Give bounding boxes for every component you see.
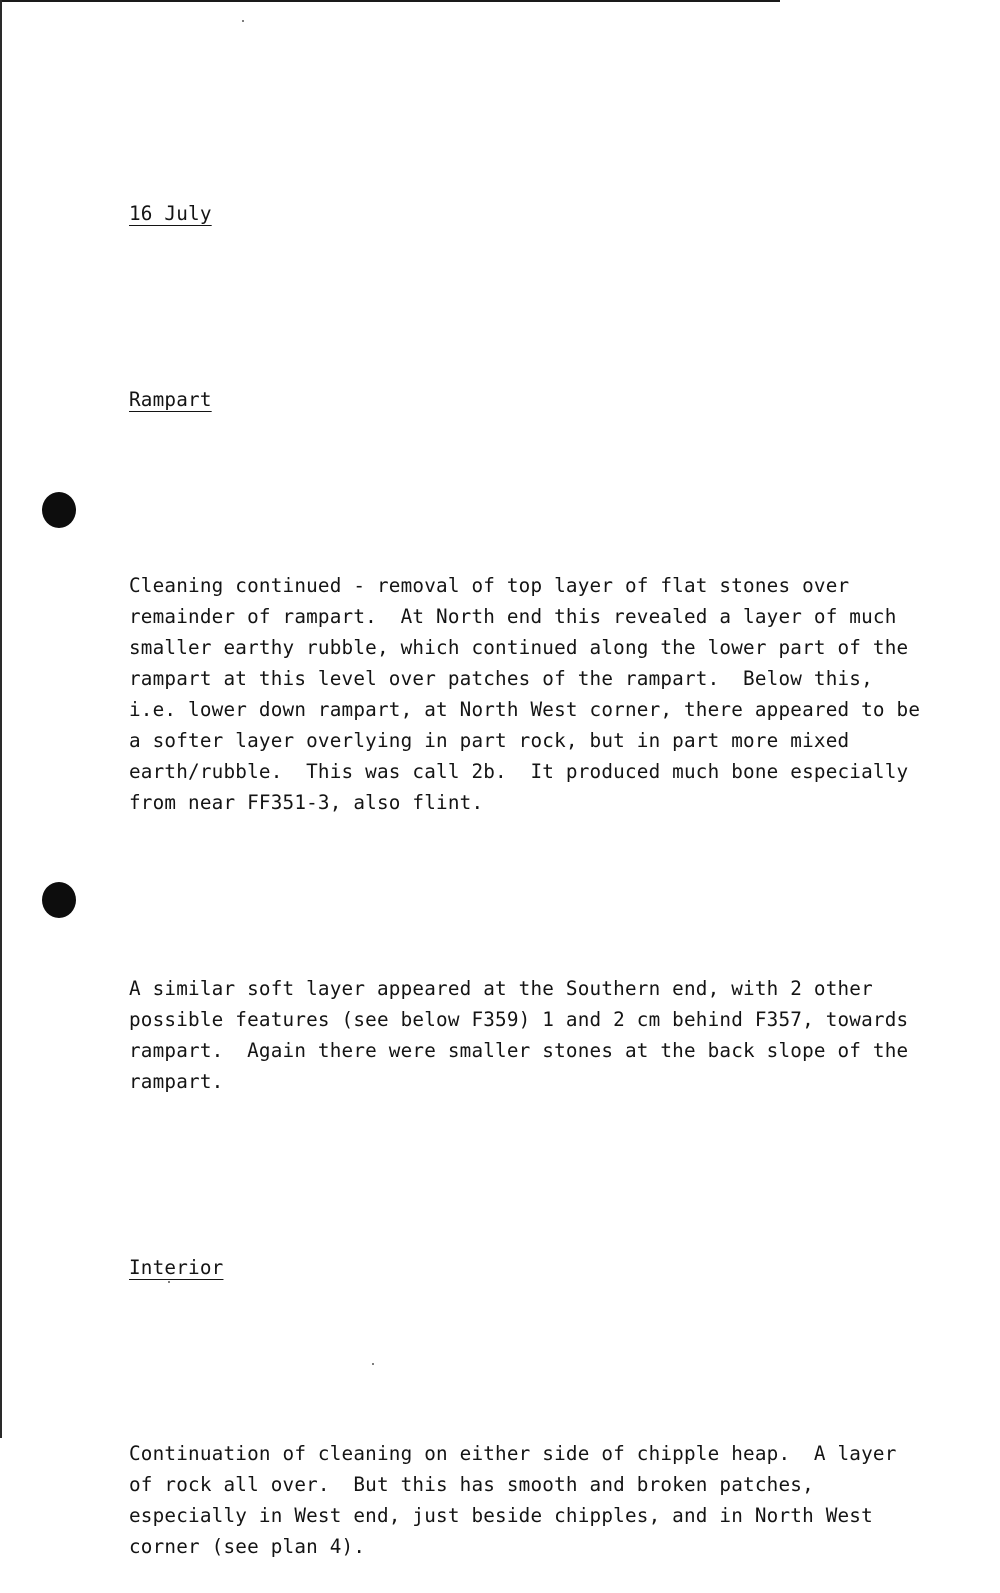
section-heading-rampart: Rampart (129, 388, 212, 411)
rampart-paragraph-2: A similar soft layer appeared at the Southern end, with 2 other possible features (see below F359) 1 and 2 cm behind F357, towards rampart. Again there were smaller stones at the back slope of the rampart. (129, 977, 909, 1093)
page-left-edge (0, 0, 2, 1438)
rampart-paragraph-1: Cleaning continued - removal of top layer of flat stones over remainder of rampart. At North end this revealed a layer of much smaller earthy rubble, which continued along the lower part of the rampart at this level over patches of the rampart. Below this, i.e. lower down rampart, at North West corner, there appeared to be a softer layer overlying in part rock, but in part more mixed earth/rubble. This was call 2b. It produced much bone especially from near FF351-3, also flint. (129, 574, 921, 814)
document-body (129, 136, 959, 1593)
punch-hole-bottom (42, 882, 76, 918)
section-heading-interior: Interior (129, 1256, 224, 1279)
entry-date: 16 July (129, 202, 212, 225)
scan-speck (242, 20, 244, 22)
page-top-edge (0, 0, 780, 2)
interior-paragraph-1: Continuation of cleaning on either side of chipple heap. A layer of rock all over. But this has smooth and broken patches, especially in West end, just beside chipples, and in North West corner (see plan 4). (129, 1442, 897, 1558)
punch-hole-top (42, 492, 76, 528)
